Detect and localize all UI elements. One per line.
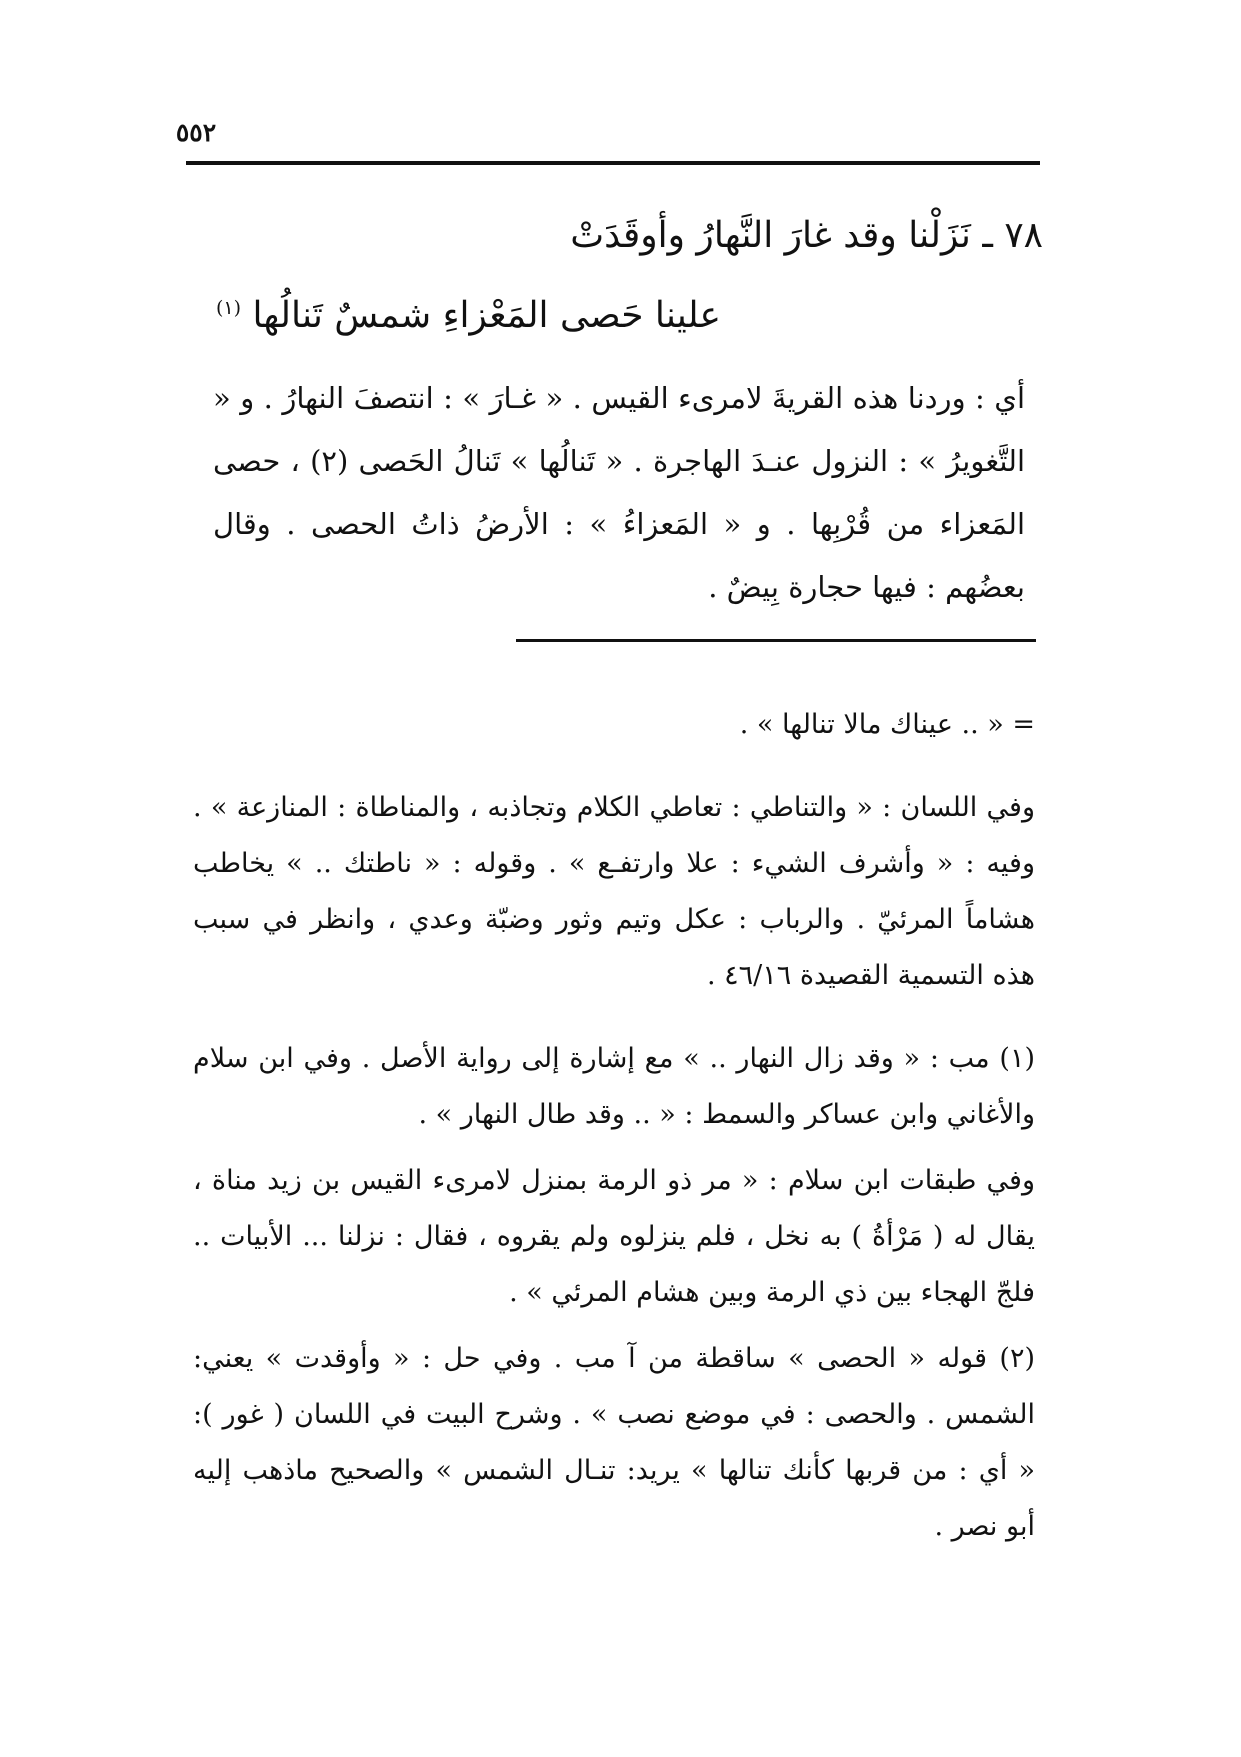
footnote-2 [193,1331,1035,1555]
footnote-1-continued [193,1153,1035,1321]
footnote-1-part-a: (١) مب : « وقد زال النهار .. » مع إشارة إلى رواية الأصل . وفي ابن سلام والأغاني وابن عساكر والسمط : « .. وقد طال النهار » . [193,1043,1035,1130]
commentary [213,367,1025,619]
commentary-text: أي : وردنا هذه القريةَ لامرىء القيس . « غـارَ » : انتصفَ النهارُ . و « التَّغويرُ » : النزول عنـدَ الهاجرة . « تَنالُها » تَنالُ الحَصى (٢) ، حصى المَعزاء من قُرْبِها . و « المَعزاءُ » : الأرضُ ذاتُ الحصى . وقال بعضُهم : فيها حجارة بِيضٌ . [213,381,1025,604]
footnote-1 [193,1031,1035,1143]
verse-line-1 [570,215,1043,256]
footnote-1-part-b: وفي طبقات ابن سلام : « مر ذو الرمة بمنزل لامرىء القيس بن زيد مناة ، يقال له ( مَرْأةُ ) به نخل ، فلم ينزلوه ولم يقروه ، فقال : نزلنا ... الأبيات .. فلجّ الهجاء بين ذي الرمة وبين هشام المرئي » . [193,1165,1035,1308]
verse-line-1-text: ٧٨ ـ نَزَلْنا وقد غارَ النَّهارُ وأوقَدَتْ [570,215,1043,256]
footnote-marker: (١) [215,297,241,319]
footnote-2-text: (٢) قوله « الحصى » ساقطة من آ مب . وفي حل : « وأوقدت » يعني: الشمس . والحصى : في موضع نصب » . وشرح البيت في اللسان ( غور ): « أي : من قربها كأنك تنالها » يريد: تنـال الشمس » والصحيح ماذهب إليه أبو نصر . [193,1343,1035,1542]
verse-line-2-text: علينا حَصى المَعْزاءِ شمسٌ تَنالُها [252,295,721,336]
footnote-continuation-line: = « .. عيناك مالا تنالها » . [739,709,1035,740]
page-number: ٥٥٢ [175,118,217,147]
footnote-continuation [193,697,1035,1004]
footnotes [193,670,1035,1565]
verse-line-2 [215,295,721,336]
footnote-continuation-para: وفي اللسان : « والتناطي : تعاطي الكلام وتجاذبه ، والمناطاة : المنازعة » . وفيه : « وأشرف الشيء : علا وارتفـع » . وقوله : « ناطتك .. » يخاطب هشاماً المرئيّ . والرباب : عكل وتيم وثور وضبّة وعدي ، وانظر في سبب هذه التسمية القصيدة ٤٦/١٦ . [193,792,1035,991]
footnote-separator [516,639,1036,642]
header-rule [186,161,1040,165]
